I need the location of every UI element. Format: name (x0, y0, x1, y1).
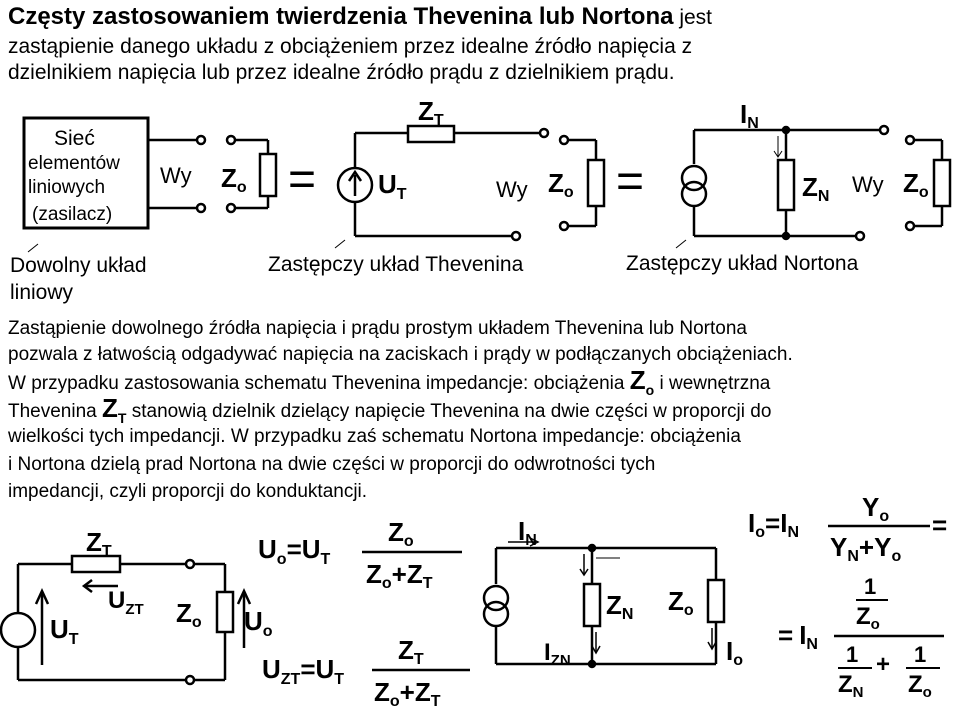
load-zo-1 (221, 136, 276, 212)
svg-text:Wy: Wy (160, 163, 192, 188)
svg-text:(zasilacz): (zasilacz) (32, 204, 113, 225)
svg-text:Wy: Wy (496, 177, 528, 202)
svg-text:Zo: Zo (388, 517, 414, 550)
svg-text:liniowy: liniowy (10, 281, 74, 304)
formula-uo (258, 517, 462, 592)
svg-text:UT: $U_T$ (378, 169, 407, 203)
svg-text:UZT: $U_{ZT}$ (108, 587, 144, 618)
svg-text:IN: IN (740, 99, 759, 132)
svg-text:Wy: Wy (852, 172, 884, 197)
svg-text:Yo: Yo (862, 492, 890, 525)
intro-line-2: zastąpienie danego układu z obciążeniem przez idealne źródło napięcia z (8, 35, 693, 58)
svg-text:Uo=UT: $U_o=U_T$ (258, 534, 331, 568)
norton-equivalent (626, 99, 888, 275)
svg-text:1: 1 (846, 642, 859, 667)
svg-text:ZN: ZN (606, 590, 634, 623)
svg-text:IN: IN (518, 516, 537, 549)
svg-text:=: = (932, 510, 948, 540)
svg-text:Zo: $Z_o$ (908, 671, 932, 701)
svg-text:Zo: $Z_o$ (856, 603, 880, 633)
body-line-2: pozwala z łatwością odgadywać napięcia na zaciskach i prądy w podłączanych obciążeniach. (8, 344, 793, 365)
symbol-zo-inline: $Z_o$ (629, 365, 655, 399)
svg-text:ZN: ZN (802, 172, 830, 205)
body-line-6: i Nortona dzielą prad Nortona na dwie części w proporcji do odwrotności tych (8, 454, 656, 475)
body-line-7: impedancji, czyli proporcji do konduktancji. (8, 481, 368, 502)
body-line-5a: wielkości tych impedancji. (8, 426, 226, 447)
intro-word: jest (679, 6, 713, 29)
svg-text:Zo: Zo (668, 586, 694, 619)
svg-text:1: 1 (914, 642, 927, 667)
svg-text:Zo+ZT: Zo+ZT (366, 559, 433, 592)
svg-text:ZT: ZT (86, 527, 112, 560)
body-line-1: Zastąpienie dowolnego źródła napięcia i prądu prostym układem Thevenina lub Nortona (8, 318, 747, 339)
svg-text:elementów: elementów (28, 153, 120, 174)
svg-text:Zastępczy układ Nortona: Zastępczy układ Nortona (626, 252, 859, 275)
svg-text:Zo: Zo (903, 168, 929, 201)
svg-text:Zo+ZT: Zo+ZT (374, 677, 441, 710)
svg-text:+: + (876, 651, 891, 678)
body-line-3a: W przypadku zastosowania schematu Thevenina impedancje: obciążenia (8, 373, 625, 394)
svg-text:Dowolny układ: Dowolny układ (10, 254, 147, 277)
formula-uzt (262, 635, 470, 710)
svg-text:Uo: $U_o$ (244, 606, 273, 640)
svg-text:=IN: = IN (778, 620, 818, 653)
symbol-zt-inline: $Z_T$ (102, 393, 127, 427)
body-line-4b: stanowią dzielnik dzielący napięcie Thevenina na dwie części w proporcji do (131, 401, 772, 422)
svg-text:UZT=UT: $U_{ZT}=U_T$ (262, 654, 345, 688)
svg-text:1: 1 (864, 574, 877, 599)
svg-text:UT: $U_T$ (50, 614, 79, 648)
intro-line-3: dzielnikiem napięcia lub przez idealne źródło prądu z dzielnikiem prądu. (8, 61, 675, 84)
svg-text:Io=IN: Io=IN (748, 508, 799, 541)
formula-io-admittance (748, 492, 947, 565)
svg-text:Io: Io (726, 636, 744, 669)
svg-text:Zo: Zo (221, 163, 247, 196)
svg-text:Zastępczy układ Thevenina: Zastępczy układ Thevenina (268, 253, 524, 276)
body-line-5b: W przypadku zaś schematu Nortona impedancje: obciążenia (230, 426, 741, 447)
svg-text:IZN: $I_{ZN}$ (544, 639, 571, 669)
norton-divider-circuit (484, 516, 743, 669)
linear-network (10, 118, 205, 304)
load-zo-2 (548, 136, 604, 230)
intro-bold-title: Częsty zastosowaniem twierdzenia Thevenina lub Nortona (8, 3, 674, 30)
svg-text:liniowych: liniowych (28, 177, 106, 198)
equals-sign-2: = (616, 155, 645, 208)
thevenin-divider-circuit (1, 527, 273, 684)
svg-text:YN+Yo: YN+Yo (830, 532, 902, 565)
svg-text:ZT: ZT (418, 96, 444, 129)
equals-sign-1: = (288, 153, 317, 206)
load-zo-3 (903, 136, 950, 230)
svg-text:Zo: Zo (176, 598, 202, 631)
svg-text:Zo: Zo (548, 168, 574, 201)
svg-text:ZT: ZT (398, 635, 424, 668)
body-line-3b: i wewnętrzna (659, 373, 771, 394)
svg-text:ZN: $Z_N$ (838, 671, 864, 701)
svg-text:Sieć: Sieć (54, 127, 95, 150)
body-line-4a: Thevenina (8, 401, 97, 422)
formula-io-impedance (778, 574, 944, 701)
